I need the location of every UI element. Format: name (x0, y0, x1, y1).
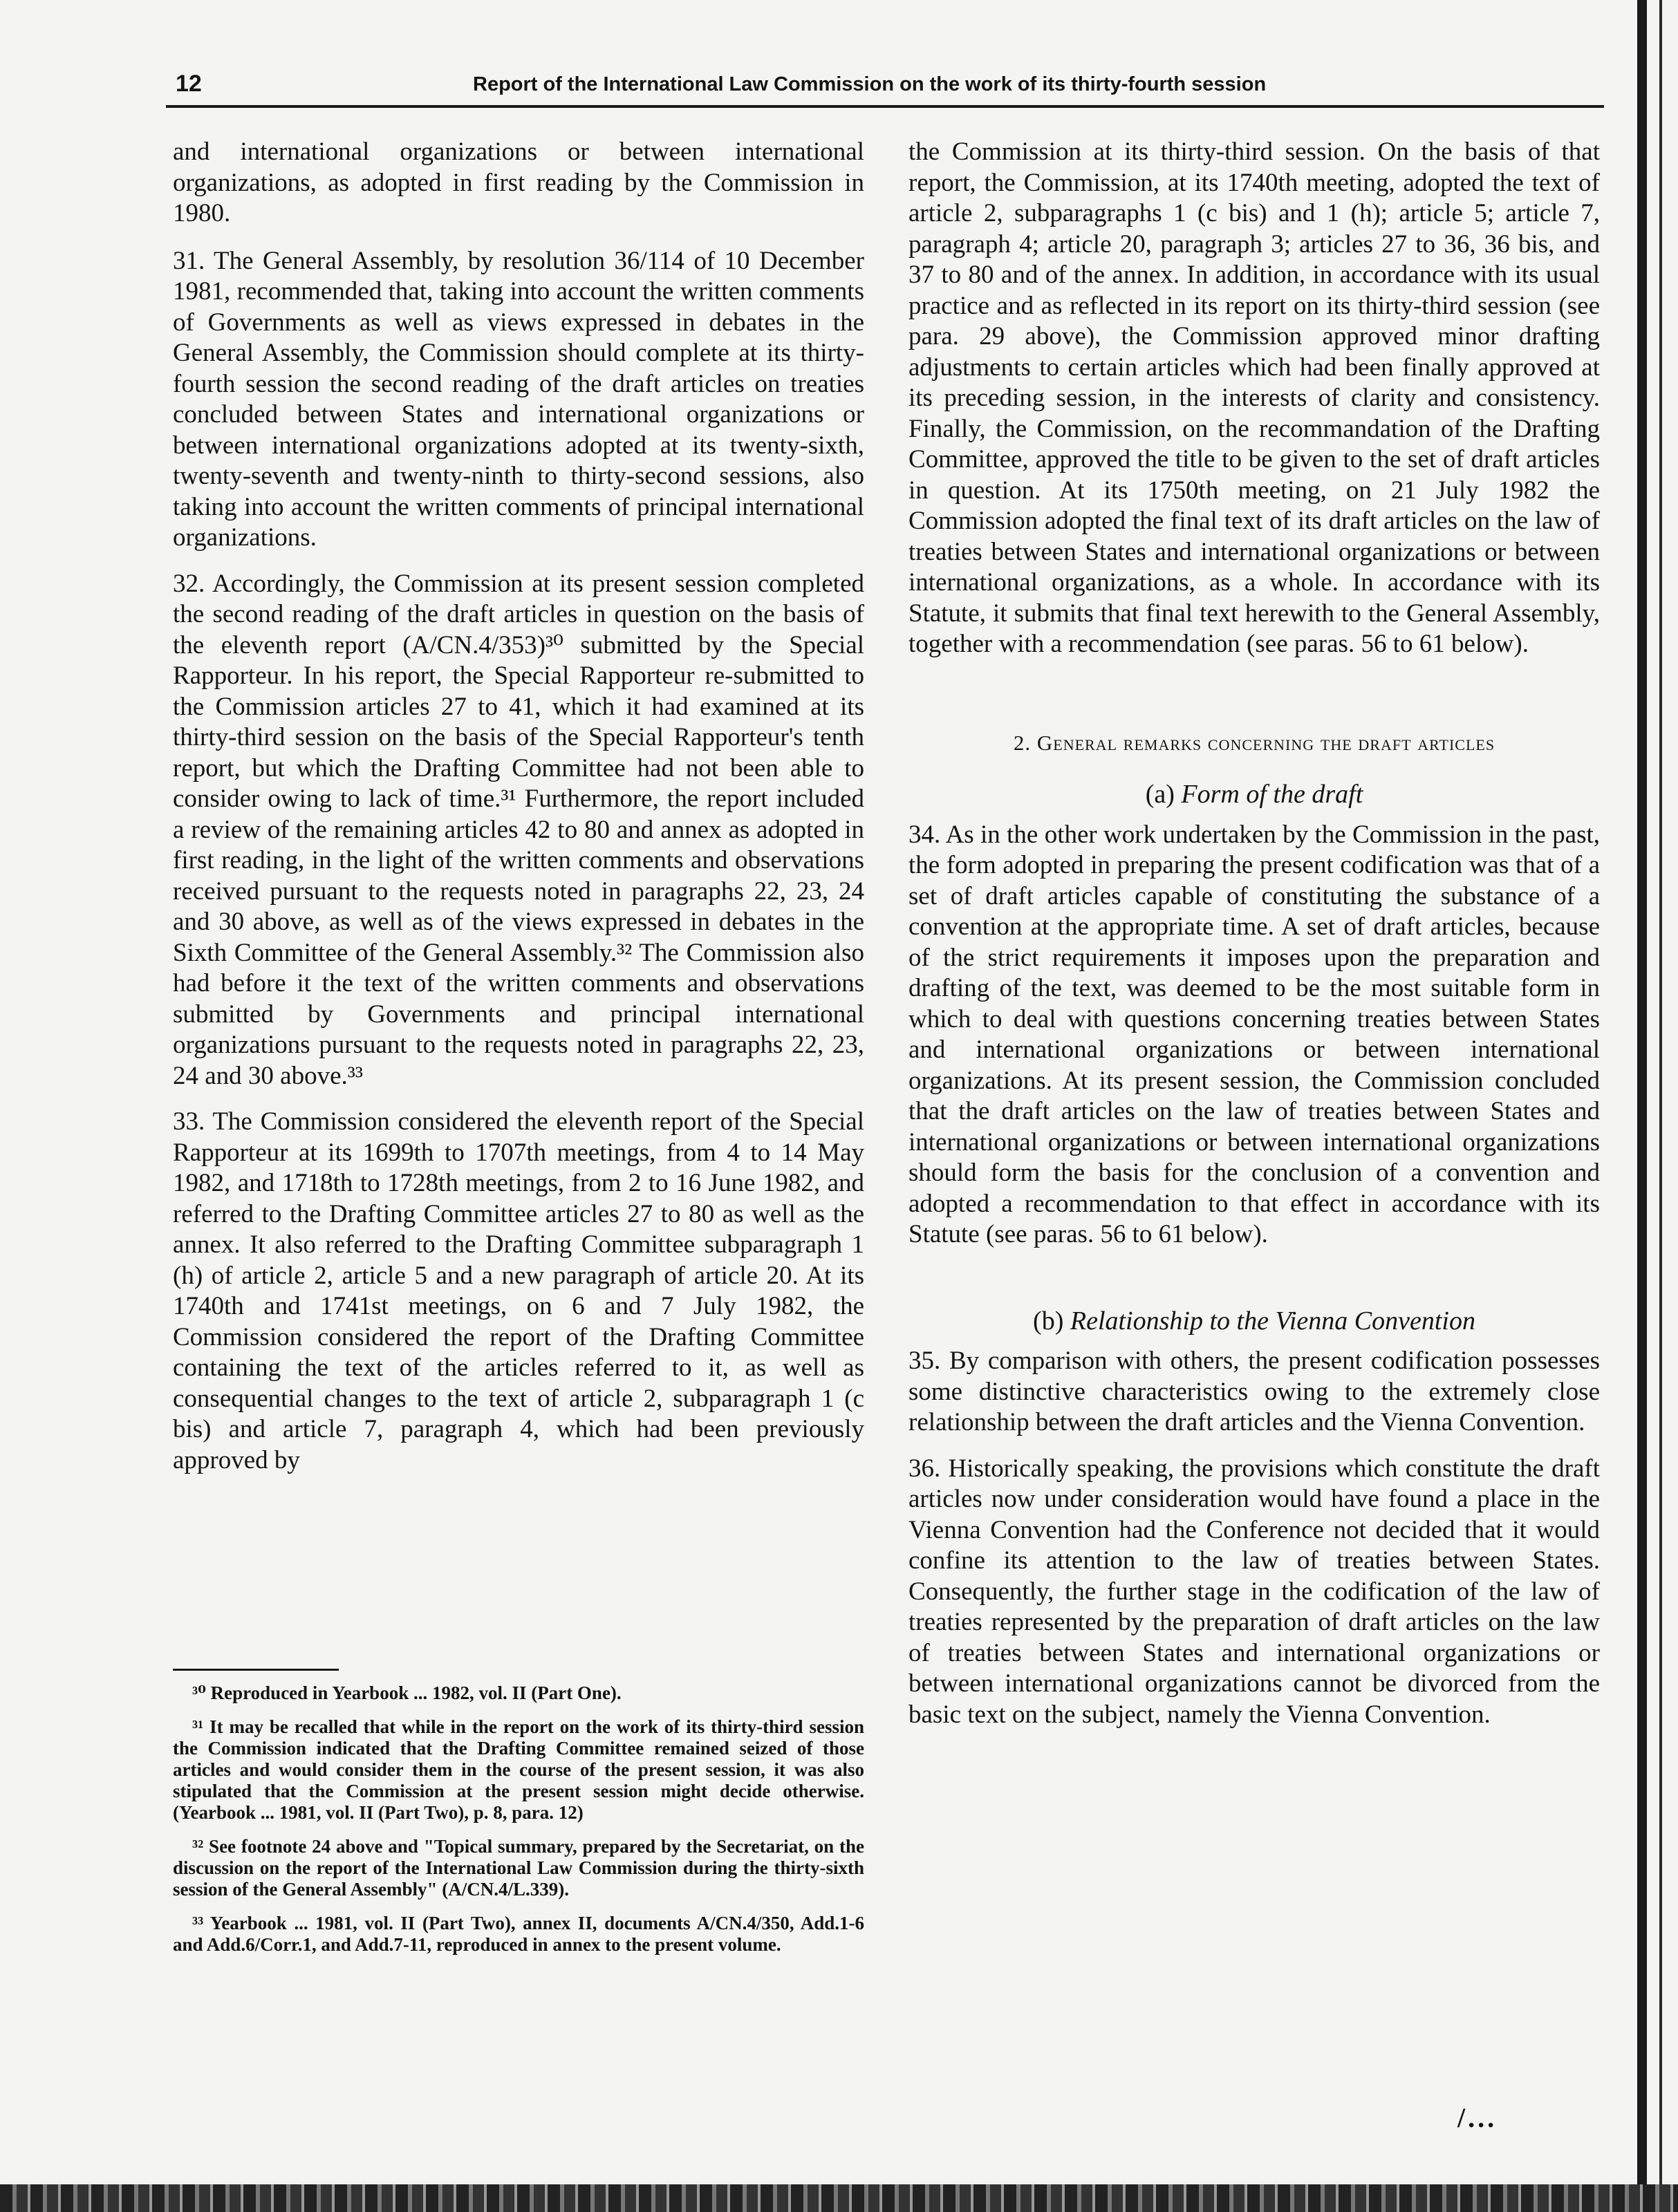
footnote-mark: ³³ (192, 1913, 204, 1933)
page-edge-outer (1659, 0, 1662, 2212)
footnotes (173, 1683, 864, 1968)
paragraph-text: By comparison with others, the present codification possesses some distinctive characteristics owing to the extremely close relationship between the draft articles and the Vienna Convention. (908, 1347, 1601, 1436)
footnote-text: It may be recalled that while in the report on the work of its thirty-third session the Commission indicated that the Drafting Committee remained seized of those articles and would consider them in the course of the present session, it was also stipulated that the Commission at the present session might decide otherwise. (Yearbook ... 1981, vol. II (Part Two), p. 8, para. 12) (173, 1716, 864, 1823)
footnote-mark: ³⁰ (192, 1683, 206, 1703)
running-head: Report of the International Law Commission on the work of its thirty-fourth session (473, 73, 1267, 95)
footnote-text: Yearbook ... 1981, vol. II (Part Two), annex II, documents A/CN.4/350, Add.1-6 and Add.6/Corr.1, and Add.7-11, reproduced in annex to the present volume. (173, 1913, 864, 1955)
footnote-rule (173, 1669, 339, 1671)
scan-edge-strip (0, 2184, 1678, 2212)
footnote-33 (173, 1913, 864, 1956)
continuation-paragraph: the Commission at its thirty-third session. On the basis of that report, the Commission, at its 1740th meeting, adopted the text of article 2, subparagraphs 1 (c bis) and 1 (h); article 5; article 7, paragraph 4; article 20, paragraph 3; articles 27 to 36, 36 bis, and 37 to 80 and of the annex. In addition, in accordance with its usual practice and as reflected in its report on its thirty-third session (see para. 29 above), the Commission approved minor drafting adjustments to certain articles which had been finally approved at its preceding session, in the interests of clarity and consistency. Finally, the Commission, on the recommandation of the Drafting Committee, approved the title to be given to the set of draft articles in question. At its 1750th meeting, on 21 July 1982 the Commission adopted the final text of its draft articles on the law of treaties between States and international organizations or between international organizations, as a whole. In accordance with its Statute, it submits that final text herewith to the General Assembly, together with a recommendation (see paras. 56 to 61 below). (908, 138, 1600, 658)
paragraph-32 (173, 569, 864, 1092)
paragraph-text: The General Assembly, by resolution 36/114 of 10 December 1981, recommended that, taking into account the written comments of Governments as well as views expressed in debates in the General Assembly, the Commission should complete at its thirty-fourth session the second reading of the draft articles on treaties concluded between States and international organizations or between international organizations adopted at its twenty-sixth, twenty-seventh and twenty-ninth to thirty-second sessions, also taking into account the written comments of principal international organizations. (173, 246, 864, 552)
subheading-form-of-draft (908, 779, 1600, 810)
right-column (908, 137, 1600, 1745)
continued-marker: /... (1457, 2102, 1498, 2133)
footnote-mark: ³¹ (192, 1716, 204, 1737)
subheading-vienna-convention (908, 1306, 1600, 1337)
paragraph-number: 35. (908, 1347, 941, 1375)
left-column (173, 137, 864, 1491)
subheading-label: (b) (1033, 1306, 1064, 1335)
page-header (159, 66, 1334, 101)
paragraph-31 (173, 246, 864, 554)
paragraph-number: 36. (908, 1454, 941, 1483)
subheading-title: Form of the draft (1181, 780, 1363, 809)
paragraph-text: Accordingly, the Commission at its present session completed the second reading of the draft articles in question on the basis of the eleventh report (A/CN.4/353)³⁰ submitted by the Special Rapporteur. In his report, the Special Rapporteur re-submitted to the Commission articles 27 to 41, which it had examined at its thirty-third session on the basis of the Special Rapporteur's tenth report, but which the Drafting Committee had not been able to consider owing to lack of time.³¹ Furthermore, the report included a review of the remaining articles 42 to 80 and annex as adopted in first reading, in the light of the written comments and observations received pursuant to the requests noted in paragraphs 22, 23, 24 and 30 above, as well as of the views expressed in debates in the Sixth Committee of the General Assembly.³² The Commission also had before it the text of the written comments and observations submitted by Governments and principal international organizations pursuant to the requests noted in paragraphs 22, 23, 24 and 30 above.³³ (173, 569, 864, 1090)
footnote-mark: ³² (192, 1836, 204, 1857)
page-number: 12 (176, 71, 202, 97)
footnote-text: Reproduced in Yearbook ... 1982, vol. II (Part One). (210, 1683, 622, 1703)
paragraph-number: 34. (908, 820, 941, 849)
section-heading: 2. General remarks concerning the draft articles (1013, 730, 1495, 755)
footnote-text: See footnote 24 above and "Topical summary, prepared by the Secretariat, on the discussion on the report of the International Law Commission during the thirty-sixth session of the General Assembly" (A/CN.4/L.339). (173, 1836, 865, 1900)
paragraph-35 (908, 1346, 1600, 1438)
paragraph-36 (908, 1454, 1600, 1731)
intro-paragraph: and international organizations or between international organizations, as adopted in first reading by the Commission in 1980. (173, 138, 864, 227)
subheading-label: (a) (1145, 780, 1175, 809)
paragraph-number: 33. (173, 1107, 205, 1136)
footnote-30 (173, 1683, 864, 1704)
paragraph-text: As in the other work undertaken by the Commission in the past, the form adopted in preparing the present codification was that of a set of draft articles capable of constituting the substance of a convention at the appropriate time. A set of draft articles, because of the strict requirements it imposes upon the preparation and drafting of the text, was deemed to be the most suitable form in which to deal with questions concerning treaties between States and international organizations or between international organizations. At its present session, the Commission concluded that the draft articles on the law of treaties between States and international organizations or between international organizations should form the basis for the conclusion of a convention and adopted a recommendation to that effect in accordance with its Statute (see paras. 56 to 61 below). (908, 820, 1600, 1248)
paragraph-33 (173, 1107, 864, 1476)
header-rule (166, 105, 1604, 108)
subheading-title: Relationship to the Vienna Convention (1070, 1306, 1475, 1335)
paragraph-34 (908, 820, 1600, 1250)
footnote-31 (173, 1716, 864, 1824)
paragraph-number: 32. (173, 569, 205, 598)
footnote-32 (173, 1836, 864, 1900)
paragraph-text: Historically speaking, the provisions which constitute the draft articles now under consideration would have found a place in the Vienna Convention had the Conference not decided that it would confine its attention to the law of treaties between States. Consequently, the further stage in the codification of the law of treaties represented by the preparation of draft articles on the law of treaties between States and international organizations or between international organizations cannot be divorced from the basic text on the subject, namely the Vienna Convention. (908, 1454, 1601, 1729)
paragraph-number: 31. (173, 246, 205, 275)
page-edge (1637, 0, 1647, 2212)
paragraph-text: The Commission considered the eleventh report of the Special Rapporteur at its 1699th to 1707th meetings, from 4 to 14 May 1982, and 1718th to 1728th meetings, from 2 to 16 June 1982, and referred to the Drafting Committee articles 27 to 80 as well as the annex. It also referred to the Drafting Committee subparagraph 1 (h) of article 2, article 5 and a new paragraph of article 20. At its 1740th and 1741st meetings, on 6 and 7 July 1982, the Commission considered the report of the Drafting Committee containing the text of the articles referred to it, as well as consequential changes to the text of article 2, subparagraph 1 (c bis) and article 7, paragraph 4, which had been previously approved by (173, 1107, 864, 1474)
